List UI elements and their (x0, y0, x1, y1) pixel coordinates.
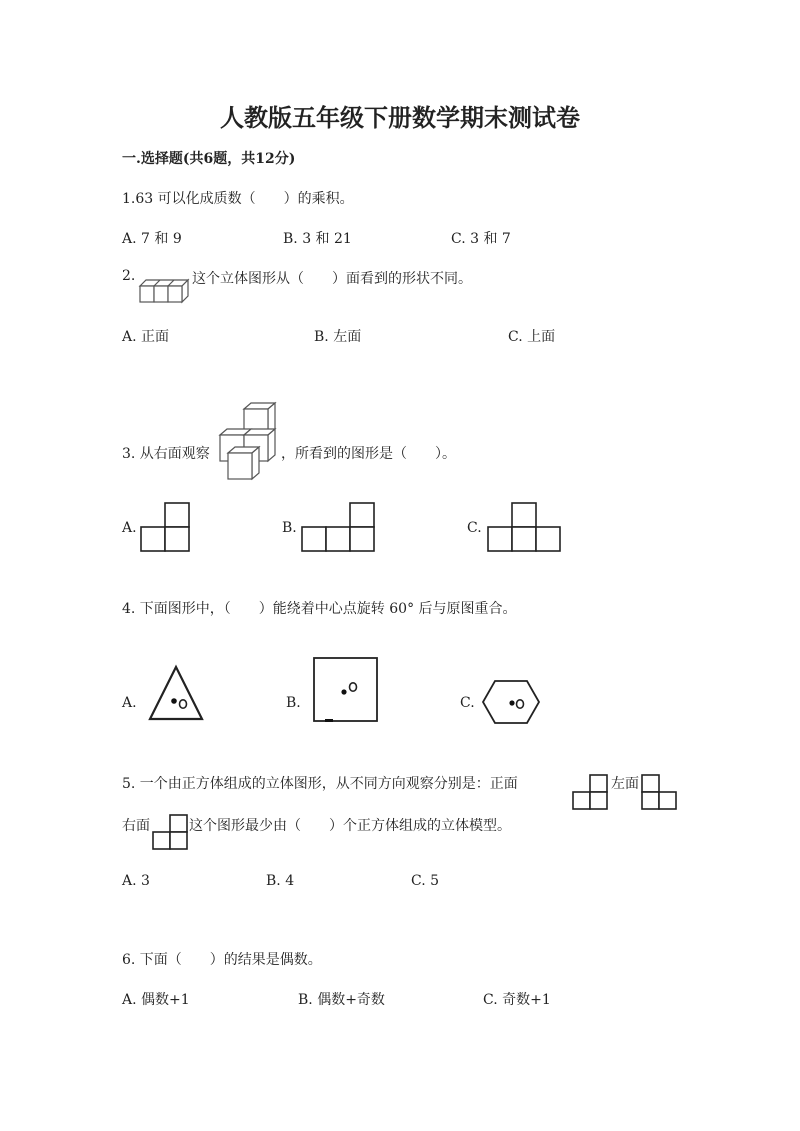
question-2-option-a[interactable]: A. 正面 (122, 329, 170, 345)
question-1-option-c[interactable]: C. 3 和 7 (451, 231, 511, 247)
question-2-option-b[interactable]: B. 左面 (314, 329, 362, 345)
square-figure (312, 656, 380, 724)
page-title: 人教版五年级下册数学期末测试卷 (220, 103, 580, 132)
question-6-option-b[interactable]: B. 偶数+奇数 (298, 992, 385, 1008)
option-b-view-figure (300, 502, 380, 554)
left-view-figure (641, 774, 681, 812)
question-2-option-c[interactable]: C. 上面 (508, 329, 556, 345)
option-c-view-figure (486, 502, 566, 554)
question-4-option-c[interactable]: C. (460, 695, 475, 711)
question-3-option-a[interactable]: A. (122, 520, 137, 536)
question-6-stem: 6. 下面（ ）的结果是偶数。 (122, 952, 322, 968)
question-6-option-a[interactable]: A. 偶数+1 (122, 992, 190, 1008)
question-3-option-c[interactable]: C. (467, 520, 482, 536)
question-5-line1: 5. 一个由正方体组成的立体图形，从不同方向观察分别是：正面 (122, 776, 518, 792)
question-6-option-c[interactable]: C. 奇数+1 (483, 992, 551, 1008)
question-1-stem: 1.63 可以化成质数（ ）的乘积。 (122, 191, 354, 207)
question-5-right-label: 右面 (122, 818, 150, 834)
cube-stack-figure (219, 401, 279, 481)
right-view-figure (153, 814, 193, 852)
question-5-left-label: 左面 (611, 776, 639, 792)
question-4-option-b[interactable]: B. (286, 695, 301, 711)
section-heading: 一.选择题(共6题，共12分) (122, 151, 296, 167)
question-4-stem: 4. 下面图形中，（ ）能绕着中心点旋转 60° 后与原图重合。 (122, 601, 517, 617)
question-1-option-a[interactable]: A. 7 和 9 (122, 231, 182, 247)
question-3-prefix: 3. 从右面观察 (122, 446, 210, 462)
question-1-option-b[interactable]: B. 3 和 21 (283, 231, 352, 247)
three-cube-row-figure (138, 278, 190, 304)
question-5-option-a[interactable]: A. 3 (122, 873, 150, 889)
triangle-figure (147, 664, 205, 722)
question-4-option-a[interactable]: A. (122, 695, 137, 711)
question-3-suffix: ，所看到的图形是（ ）。 (281, 446, 456, 462)
question-5-line2: 这个图形最少由（ ）个正方体组成的立体模型。 (189, 818, 511, 834)
front-view-figure (573, 774, 611, 812)
question-5-option-c[interactable]: C. 5 (411, 873, 440, 889)
question-5-option-b[interactable]: B. 4 (266, 873, 295, 889)
question-3-option-b[interactable]: B. (282, 520, 297, 536)
question-2-number: 2. (122, 268, 136, 284)
option-a-view-figure (139, 502, 193, 554)
question-2-stem: 这个立体图形从（ ）面看到的形状不同。 (192, 271, 472, 287)
hexagon-figure (481, 679, 541, 727)
